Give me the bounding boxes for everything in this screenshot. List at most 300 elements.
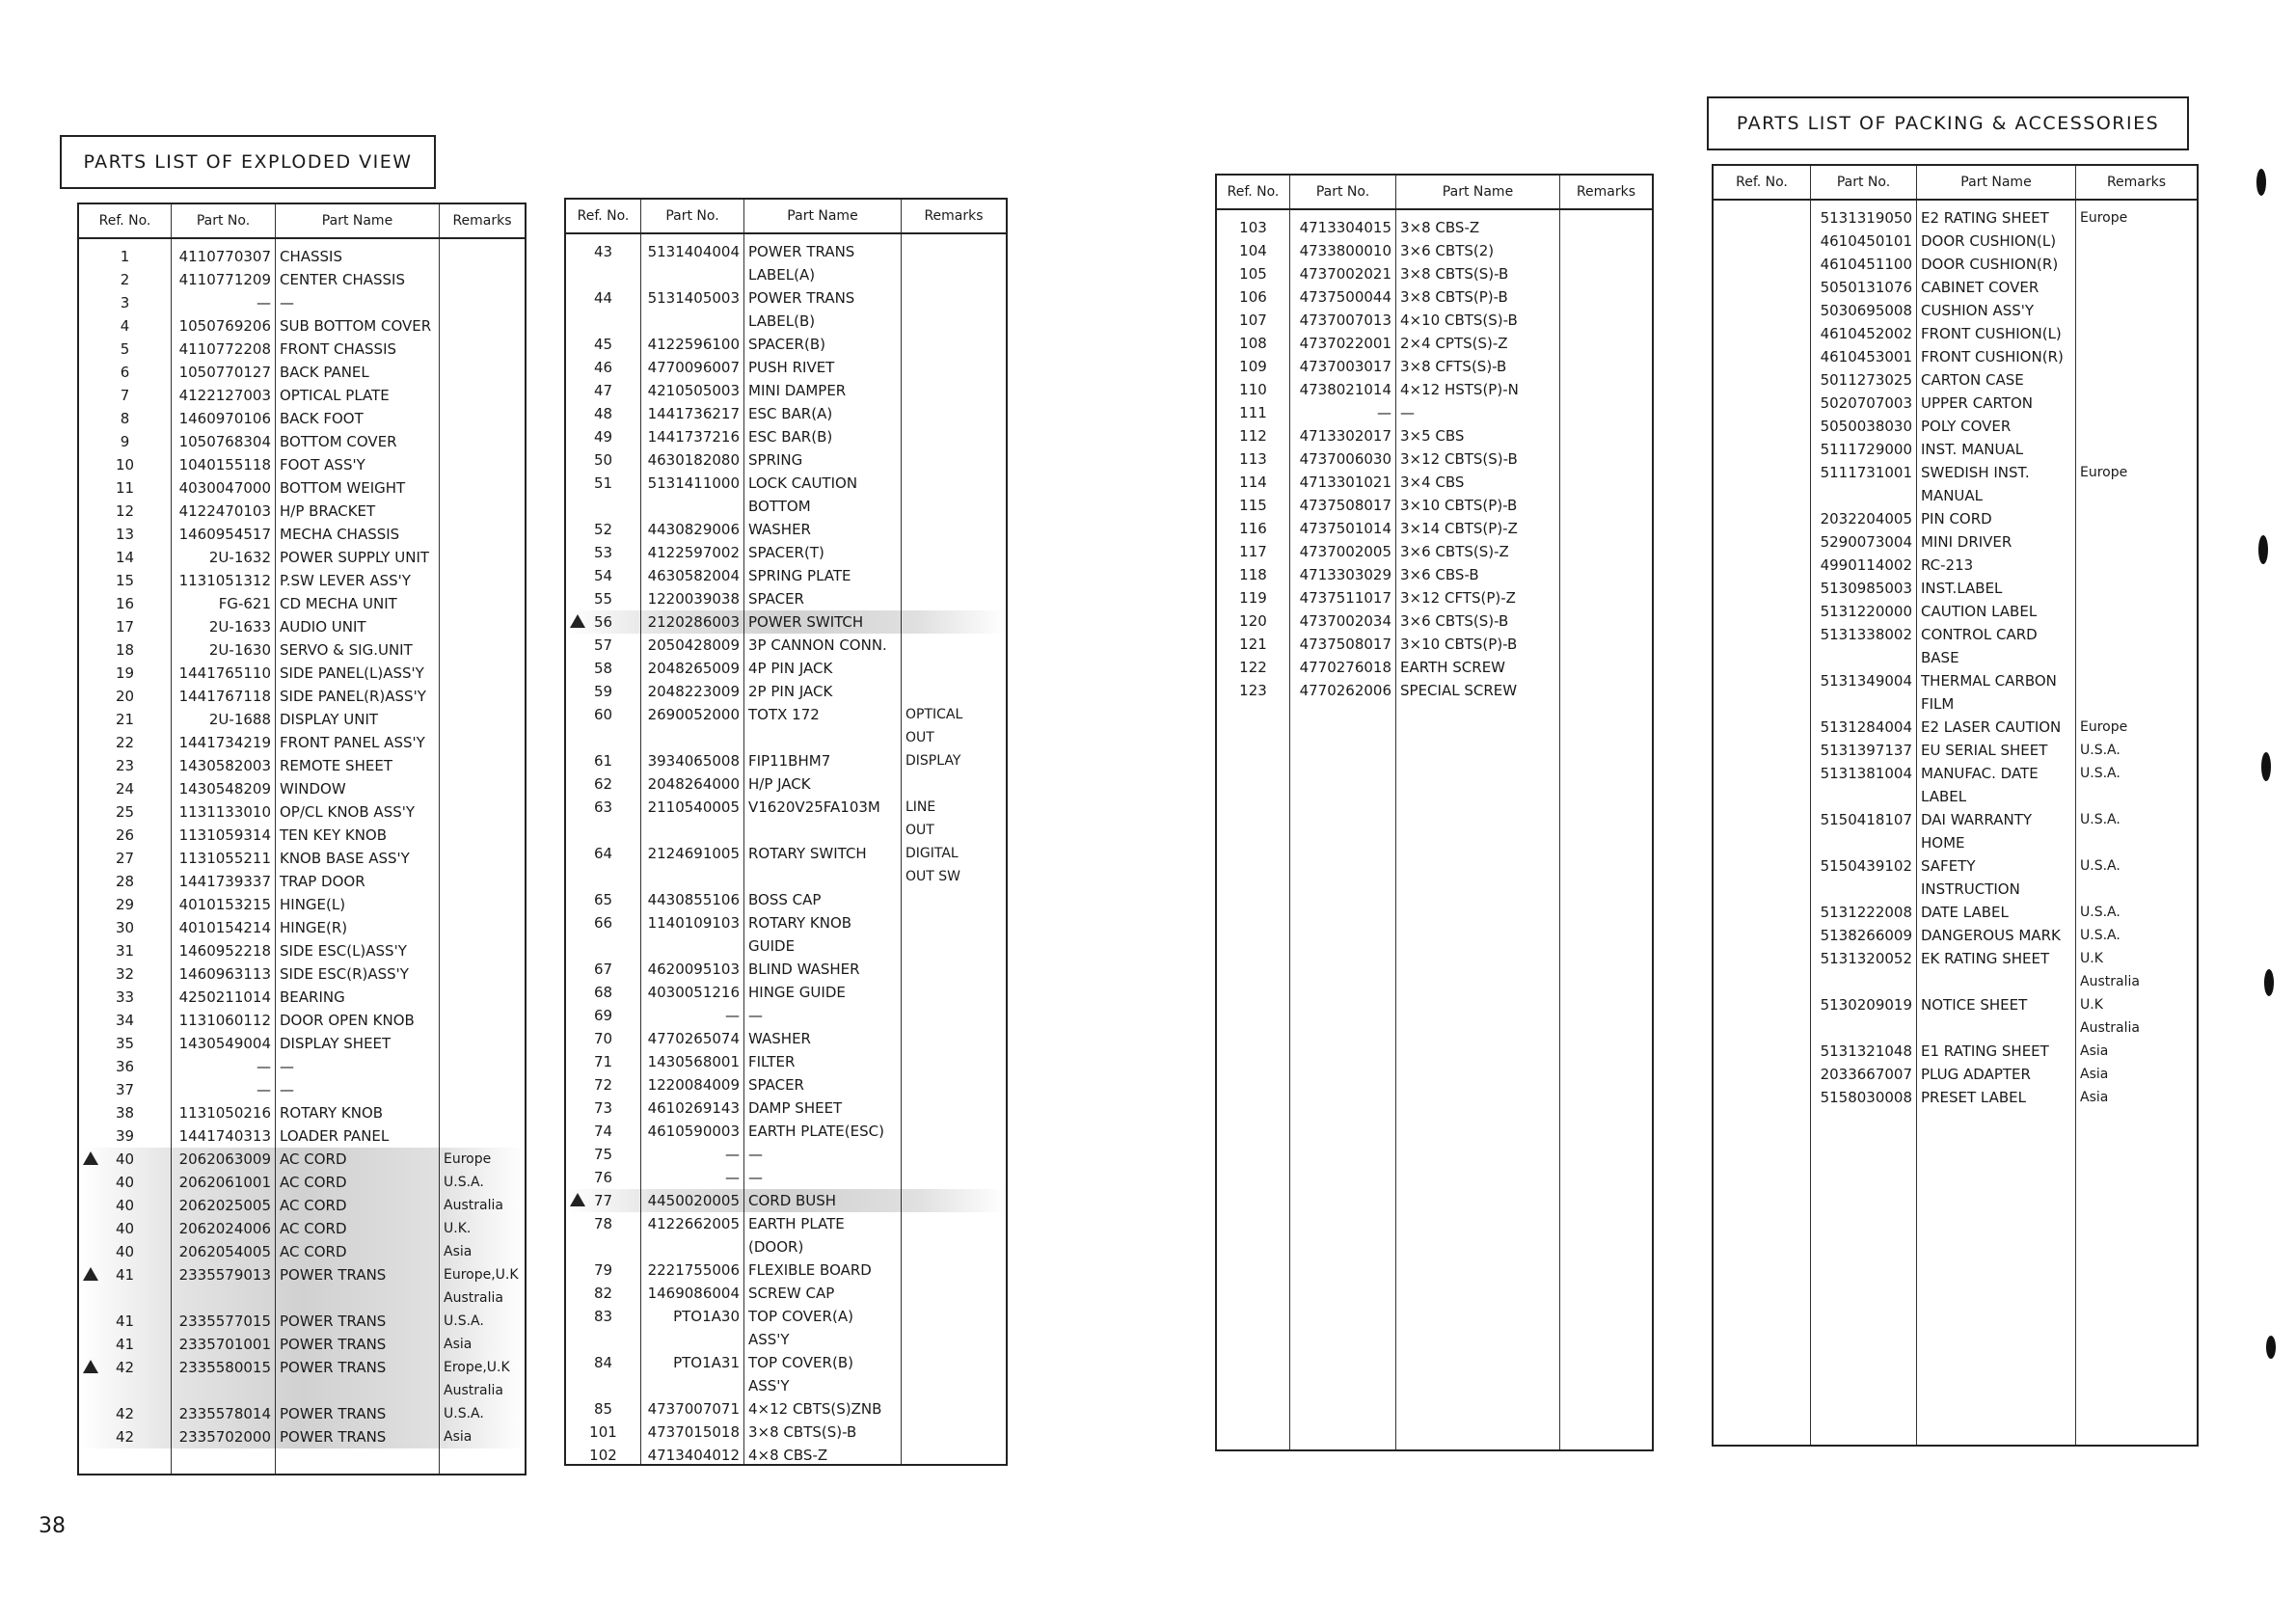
part-number: 5290073004 xyxy=(1820,533,1912,551)
remarks xyxy=(439,569,525,592)
part-name: EARTH SCREW xyxy=(1400,659,1506,676)
remarks xyxy=(439,592,525,615)
remarks xyxy=(439,870,525,893)
part-name: INSTRUCTION xyxy=(1921,880,2020,898)
header-remarks: Remarks xyxy=(1559,176,1652,208)
part-number: 4030051216 xyxy=(647,984,740,1001)
table-row xyxy=(79,1402,525,1425)
table-row xyxy=(566,749,1006,772)
ref-no xyxy=(1714,415,1810,438)
table-row xyxy=(1714,692,2197,716)
table-row xyxy=(1714,392,2197,415)
ref-no-text: 122 xyxy=(1239,659,1267,676)
table-row xyxy=(79,314,525,338)
remarks xyxy=(901,772,1006,796)
part-name: DOOR CUSHION(L) xyxy=(1921,232,2057,250)
part-number: 1441765110 xyxy=(178,664,271,682)
table-row xyxy=(1714,1016,2197,1040)
ref-no-text: 10 xyxy=(115,456,135,474)
ref-no xyxy=(566,819,640,842)
ref-no xyxy=(79,916,171,939)
part-name: CAUTION LABEL xyxy=(1921,603,2038,620)
table-row xyxy=(566,1235,1006,1259)
ref-no-text: 55 xyxy=(593,590,613,608)
remarks xyxy=(1559,609,1652,633)
part-name: 3×6 CBTS(S)-B xyxy=(1400,612,1509,630)
part-name: SPACER xyxy=(748,590,804,608)
part-number: 1430582003 xyxy=(178,757,271,774)
ref-no xyxy=(566,1282,640,1305)
remarks xyxy=(901,1050,1006,1073)
header-part-no: Part No. xyxy=(640,200,743,232)
remarks xyxy=(901,240,1006,263)
remarks: Australia xyxy=(2080,1020,2140,1036)
ref-no-text: 106 xyxy=(1239,288,1267,306)
part-number: PTO1A31 xyxy=(673,1354,740,1371)
table-row xyxy=(566,1189,1006,1212)
part-number: 1441740313 xyxy=(178,1127,271,1145)
table-row xyxy=(1714,1086,2197,1109)
remarks: OUT xyxy=(905,730,934,745)
remarks xyxy=(901,1143,1006,1166)
table-row xyxy=(79,1171,525,1194)
part-number: 1131060112 xyxy=(178,1012,271,1029)
part-name: 3×8 CBS-Z xyxy=(1400,219,1480,236)
table-row xyxy=(79,1009,525,1032)
ref-no-text: 19 xyxy=(115,664,135,682)
part-number: 5131320052 xyxy=(1820,950,1912,967)
ref-no-text: 46 xyxy=(593,359,613,376)
remarks xyxy=(1559,401,1652,424)
table-row xyxy=(79,1124,525,1148)
table-row xyxy=(79,592,525,615)
remarks: Australia xyxy=(444,1290,503,1306)
ref-no xyxy=(1714,924,1810,947)
remarks: Australia xyxy=(2080,974,2140,989)
ref-no xyxy=(1714,808,1810,831)
ref-no xyxy=(79,1379,171,1402)
remarks xyxy=(901,981,1006,1004)
part-number: 5131319050 xyxy=(1820,209,1912,227)
part-number: 2048264000 xyxy=(647,775,740,793)
safety-warning-icon xyxy=(83,1267,98,1281)
remarks xyxy=(2075,299,2197,322)
part-name: — xyxy=(280,1081,294,1098)
ref-no-text: 102 xyxy=(589,1447,617,1464)
ref-no xyxy=(566,240,640,263)
part-name: — xyxy=(748,1146,763,1163)
ref-no xyxy=(566,333,640,356)
table-row xyxy=(79,800,525,824)
table-row xyxy=(566,356,1006,379)
part-name: POWER TRANS xyxy=(748,243,855,260)
ref-no xyxy=(566,1096,640,1120)
ref-no xyxy=(1714,970,1810,993)
remarks xyxy=(439,430,525,453)
ref-no-text: 118 xyxy=(1239,566,1267,583)
ref-no-text: 42 xyxy=(115,1428,135,1446)
remarks xyxy=(2075,530,2197,554)
part-number: 4630182080 xyxy=(647,451,740,469)
table-row xyxy=(79,1263,525,1286)
part-name: (DOOR) xyxy=(748,1238,804,1256)
ref-no xyxy=(79,962,171,986)
part-number: 4737006030 xyxy=(1299,450,1391,468)
ref-no xyxy=(566,934,640,958)
ref-no xyxy=(1217,563,1289,586)
part-number: 2062024006 xyxy=(178,1220,271,1237)
ref-no-text: 29 xyxy=(115,896,135,913)
table-row xyxy=(566,425,1006,448)
ref-no xyxy=(79,1356,171,1379)
part-name: 3×8 CBTS(P)-B xyxy=(1400,288,1508,306)
part-name: BASE xyxy=(1921,649,1959,666)
part-name: — xyxy=(748,1169,763,1186)
part-number: — xyxy=(725,1169,740,1186)
part-name: SCREW CAP xyxy=(748,1285,835,1302)
part-name: CENTER CHASSIS xyxy=(280,271,406,288)
part-number xyxy=(1810,970,1916,993)
part-name: PUSH RIVET xyxy=(748,359,835,376)
ref-no xyxy=(1714,230,1810,253)
remarks xyxy=(901,1073,1006,1096)
part-number: 4770276018 xyxy=(1299,659,1391,676)
part-number: 4713404012 xyxy=(647,1447,740,1464)
table-row xyxy=(79,291,525,314)
ref-no xyxy=(566,865,640,888)
remarks xyxy=(901,1351,1006,1374)
part-name: CUSHION ASS'Y xyxy=(1921,302,2035,319)
ref-no xyxy=(566,1328,640,1351)
ref-no xyxy=(566,472,640,495)
ref-no-text: 24 xyxy=(115,780,135,798)
ref-no xyxy=(566,726,640,749)
part-name: ASS'Y xyxy=(748,1331,790,1348)
part-name: 3×6 CBTS(S)-Z xyxy=(1400,543,1509,560)
part-name: 4P PIN JACK xyxy=(748,660,833,677)
part-number: 4630582004 xyxy=(647,567,740,584)
header-remarks: Remarks xyxy=(439,204,525,237)
table-row xyxy=(566,1421,1006,1444)
ref-no xyxy=(79,893,171,916)
ref-no-text: 39 xyxy=(115,1127,135,1145)
remarks xyxy=(2075,368,2197,392)
part-name: FRONT CHASSIS xyxy=(280,340,397,358)
ref-no xyxy=(1714,322,1810,345)
part-name: PLUG ADAPTER xyxy=(1921,1066,2031,1083)
ref-no xyxy=(1714,484,1810,507)
ref-no-text: 112 xyxy=(1239,427,1267,445)
remarks xyxy=(439,384,525,407)
part-number: FG-621 xyxy=(218,595,271,612)
remarks xyxy=(901,1328,1006,1351)
remarks xyxy=(439,291,525,314)
table-row xyxy=(566,1374,1006,1397)
part-name: CABINET COVER xyxy=(1921,279,2039,296)
ref-no-text: 22 xyxy=(115,734,135,751)
ref-no-text: 82 xyxy=(593,1285,613,1302)
remarks xyxy=(439,685,525,708)
part-number xyxy=(1810,1016,1916,1040)
table-row xyxy=(566,402,1006,425)
ref-no-text: 42 xyxy=(115,1359,135,1376)
ref-no xyxy=(1714,600,1810,623)
part-name: TOTX 172 xyxy=(748,706,820,723)
part-number xyxy=(1810,692,1916,716)
ref-no xyxy=(566,425,640,448)
ref-no xyxy=(1714,438,1810,461)
table-row xyxy=(79,685,525,708)
header-ref-no: Ref. No. xyxy=(1227,184,1280,200)
ref-no xyxy=(1217,239,1289,262)
table-row xyxy=(566,610,1006,634)
remarks xyxy=(901,1259,1006,1282)
part-name: SPRING xyxy=(748,451,803,469)
table-row xyxy=(566,1004,1006,1027)
ref-no-text: 54 xyxy=(593,567,613,584)
ref-no xyxy=(566,379,640,402)
part-number: 4610590003 xyxy=(647,1123,740,1140)
part-number: 4737508017 xyxy=(1299,497,1391,514)
table-row xyxy=(1714,438,2197,461)
remarks: U.S.A. xyxy=(2080,858,2120,874)
ref-no xyxy=(1714,901,1810,924)
part-number: 5150439102 xyxy=(1820,857,1912,875)
part-name xyxy=(743,819,901,842)
ref-no xyxy=(79,476,171,500)
ref-no xyxy=(79,685,171,708)
part-name: PIN CORD xyxy=(1921,510,1992,528)
part-name: 3P CANNON CONN. xyxy=(748,636,887,654)
ref-no-text: 71 xyxy=(593,1053,613,1070)
part-number: 5131220000 xyxy=(1820,603,1912,620)
table-row xyxy=(1714,831,2197,854)
remarks xyxy=(901,911,1006,934)
part-number: 5131397137 xyxy=(1820,742,1912,759)
part-name: HOME xyxy=(1921,834,1965,852)
table-row xyxy=(566,310,1006,333)
ref-no xyxy=(1217,679,1289,702)
part-number: 2U-1633 xyxy=(208,618,271,636)
table-row xyxy=(79,1032,525,1055)
table-row xyxy=(566,772,1006,796)
ref-no xyxy=(79,754,171,777)
header-remarks: Remarks xyxy=(2075,166,2197,199)
table-row xyxy=(1217,355,1652,378)
part-number: 4713302017 xyxy=(1299,427,1391,445)
ref-no xyxy=(79,777,171,800)
part-number: 4737003017 xyxy=(1299,358,1391,375)
table-row xyxy=(566,1050,1006,1073)
table-row xyxy=(566,1351,1006,1374)
part-number xyxy=(1810,484,1916,507)
ref-no xyxy=(1714,530,1810,554)
remarks xyxy=(439,245,525,268)
remarks xyxy=(439,939,525,962)
part-name: BOSS CAP xyxy=(748,891,822,908)
remarks xyxy=(901,1421,1006,1444)
part-number: 2032204005 xyxy=(1820,510,1912,528)
ref-no xyxy=(1714,1063,1810,1086)
part-name: EARTH PLATE xyxy=(748,1215,845,1232)
ref-no xyxy=(1217,494,1289,517)
remarks xyxy=(439,476,525,500)
part-name: 3×8 CBTS(S)-B xyxy=(748,1423,857,1441)
binding-mark xyxy=(2258,535,2268,564)
table-row xyxy=(566,564,1006,587)
ref-no-text: 11 xyxy=(115,479,135,497)
remarks xyxy=(2075,507,2197,530)
remarks xyxy=(901,1444,1006,1467)
table-row xyxy=(1714,785,2197,808)
table-header xyxy=(79,204,525,239)
remarks xyxy=(1559,216,1652,239)
packing-accessories-title xyxy=(1707,96,2189,150)
remarks xyxy=(2075,623,2197,646)
ref-no-text: 101 xyxy=(589,1423,617,1441)
table-row xyxy=(566,657,1006,680)
ref-no xyxy=(566,1143,640,1166)
ref-no xyxy=(1217,285,1289,309)
part-name: DANGEROUS MARK xyxy=(1921,927,2061,944)
remarks: DIGITAL xyxy=(905,846,959,861)
ref-no xyxy=(566,1166,640,1189)
part-name: MINI DAMPER xyxy=(748,382,847,399)
ref-no xyxy=(1217,332,1289,355)
remarks xyxy=(901,379,1006,402)
part-name: FILTER xyxy=(748,1053,796,1070)
ref-no-text: 123 xyxy=(1239,682,1267,699)
ref-no xyxy=(1714,1040,1810,1063)
ref-no xyxy=(1714,368,1810,392)
ref-no-text: 45 xyxy=(593,336,613,353)
ref-no xyxy=(79,453,171,476)
part-name: SAFETY xyxy=(1921,857,1976,875)
remarks xyxy=(901,286,1006,310)
remarks xyxy=(901,1096,1006,1120)
part-number: 1430548209 xyxy=(178,780,271,798)
table-row xyxy=(1217,563,1652,586)
ref-no-text: 63 xyxy=(593,798,613,816)
part-name: ESC BAR(A) xyxy=(748,405,833,422)
table-row xyxy=(79,1240,525,1263)
table-row xyxy=(1217,447,1652,471)
part-name: BOTTOM xyxy=(748,498,811,515)
table-row xyxy=(1217,517,1652,540)
table-row xyxy=(1217,239,1652,262)
table-row xyxy=(1714,878,2197,901)
part-number: 2110540005 xyxy=(647,798,740,816)
ref-no xyxy=(566,541,640,564)
ref-no xyxy=(1217,540,1289,563)
part-name: EARTH PLATE(ESC) xyxy=(748,1123,884,1140)
table-row xyxy=(566,888,1006,911)
part-number: 4737500044 xyxy=(1299,288,1391,306)
remarks xyxy=(2075,438,2197,461)
ref-no-text: 114 xyxy=(1239,474,1267,491)
remarks xyxy=(2075,692,2197,716)
table-row xyxy=(1714,993,2197,1016)
ref-no-text: 21 xyxy=(115,711,135,728)
ref-no xyxy=(566,356,640,379)
ref-no-text: 78 xyxy=(593,1215,613,1232)
ref-no xyxy=(1217,309,1289,332)
remarks xyxy=(901,402,1006,425)
part-number: 5130985003 xyxy=(1820,580,1912,597)
ref-no-text: 77 xyxy=(593,1192,613,1209)
remarks: Asia xyxy=(2080,1090,2109,1105)
part-name: 3×8 CFTS(S)-B xyxy=(1400,358,1507,375)
ref-no xyxy=(1714,646,1810,669)
exploded-table-2 xyxy=(564,198,1008,1466)
part-number xyxy=(640,263,743,286)
ref-no xyxy=(566,1212,640,1235)
remarks xyxy=(1559,517,1652,540)
remarks xyxy=(901,518,1006,541)
part-number: 1050770127 xyxy=(178,364,271,381)
remarks xyxy=(1559,309,1652,332)
part-number: 1131059314 xyxy=(178,826,271,844)
table-row xyxy=(566,1096,1006,1120)
ref-no xyxy=(1714,623,1810,646)
remarks xyxy=(439,916,525,939)
table-row xyxy=(566,1259,1006,1282)
part-number: 5111729000 xyxy=(1820,441,1912,458)
part-name: DISPLAY SHEET xyxy=(280,1035,392,1052)
table-row xyxy=(79,870,525,893)
part-name: FRONT CUSHION(L) xyxy=(1921,325,2062,342)
part-number: 4110770307 xyxy=(178,248,271,265)
table-row xyxy=(566,796,1006,819)
part-number: 4737002021 xyxy=(1299,265,1391,283)
part-number xyxy=(640,819,743,842)
part-number: 1441739337 xyxy=(178,873,271,890)
part-name: 3×8 CBTS(S)-B xyxy=(1400,265,1509,283)
part-name: DOOR OPEN KNOB xyxy=(280,1012,415,1029)
table-row xyxy=(79,986,525,1009)
part-name: 3×10 CBTS(P)-B xyxy=(1400,497,1518,514)
remarks xyxy=(901,356,1006,379)
ref-no-text: 16 xyxy=(115,595,135,612)
table-row xyxy=(79,453,525,476)
ref-no xyxy=(1714,785,1810,808)
table-row xyxy=(1714,646,2197,669)
part-number: 5158030008 xyxy=(1820,1089,1912,1106)
header-ref-no: Ref. No. xyxy=(98,213,151,229)
part-name: V1620V25FA103M xyxy=(748,798,880,816)
part-number: 4430829006 xyxy=(647,521,740,538)
ref-no xyxy=(1217,355,1289,378)
part-number: 1460963113 xyxy=(178,965,271,983)
part-name: CD MECHA UNIT xyxy=(280,595,397,612)
ref-no xyxy=(566,749,640,772)
remarks xyxy=(439,962,525,986)
part-name: INST. MANUAL xyxy=(1921,441,2024,458)
remarks: Europe xyxy=(444,1151,492,1167)
remarks: OPTICAL xyxy=(905,707,963,722)
ref-no xyxy=(79,662,171,685)
table-row xyxy=(79,1217,525,1240)
part-name: POWER SWITCH xyxy=(748,613,864,631)
ref-no xyxy=(1714,253,1810,276)
ref-no-text: 5 xyxy=(120,340,130,358)
remarks xyxy=(1559,332,1652,355)
ref-no xyxy=(1217,517,1289,540)
ref-no-text: 20 xyxy=(115,688,135,705)
table-row xyxy=(79,638,525,662)
part-number: 1140109103 xyxy=(647,914,740,932)
part-number: 4210505003 xyxy=(647,382,740,399)
